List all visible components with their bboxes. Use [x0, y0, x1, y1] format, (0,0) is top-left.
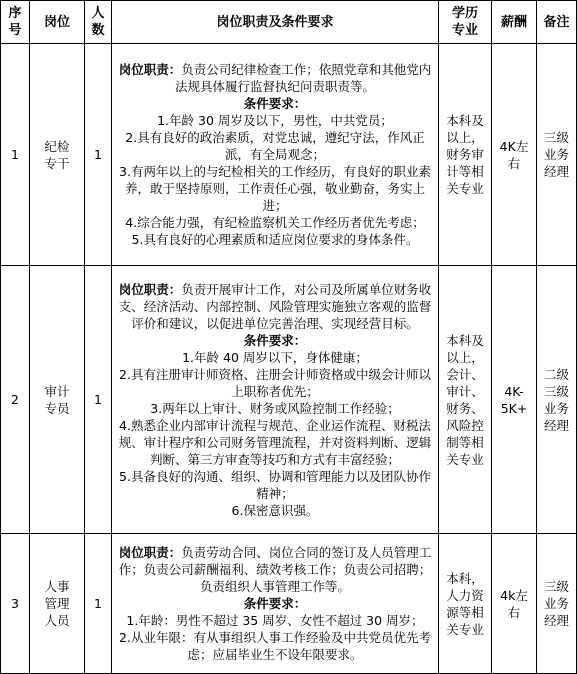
table-row — [1, 534, 577, 674]
requirement-item: 1.年龄 30 周岁及以下，男性，中共党员； — [157, 113, 393, 128]
requirement-item: 3.有两年以上的与纪检相关的工作经历，有良好的职业素养，敢于坚持原则，工作责任心强，敬业勤奋，务实上进； — [119, 164, 431, 213]
row-note: 三级业务经理 — [537, 534, 577, 674]
row-count: 1 — [85, 534, 112, 674]
requirement-item: 2.从业年限：有从事组织人事工作经验及中共党员优先考虑；应届毕业生不设年限要求。 — [119, 630, 431, 662]
row-count: 1 — [85, 44, 112, 266]
header-salary: 薪酬 — [492, 1, 537, 44]
duty-label: 岗位职责： — [118, 281, 182, 297]
requirement-item: 5.具备良好的沟通、组织、协调和管理能力以及团队协作精神； — [119, 468, 431, 501]
requirement-item: 4.综合能力强，有纪检监察机关工作经历者优先考虑； — [125, 215, 425, 230]
requirements-label: 条件要求： — [243, 596, 307, 611]
header-row — [1, 1, 577, 44]
requirements-label: 条件要求： — [243, 332, 307, 348]
header-position: 岗位 — [30, 1, 85, 44]
row-position: 人事管理人员 — [30, 534, 85, 674]
row-note: 二级三级业务经理 — [537, 266, 577, 534]
row-description — [112, 534, 439, 674]
requirement-item: 4.熟悉企业内部审计流程与规范、企业运作流程、财税法规、审计程序和公司财务管理流程，并对资料判断、逻辑判断、第三方审查等技巧和方式有丰富经验； — [118, 417, 432, 467]
header-count: 人数 — [85, 1, 112, 44]
table-row — [1, 266, 577, 534]
row-index: 2 — [1, 266, 30, 534]
header-duties: 岗位职责及条件要求 — [112, 1, 439, 44]
row-education: 本科，人力资源等相关专业 — [439, 534, 492, 674]
row-note: 三级业务经理 — [537, 44, 577, 266]
duty-paragraph — [114, 544, 436, 595]
duty-text: 负责开展审计工作，对公司及所属单位财务收支、经济活动、内部控制、风险管理实施独立客观的监督评价和建议，以促进单位完善治理、实现经营目标。 — [118, 281, 432, 331]
row-description — [112, 266, 439, 534]
duty-label: 岗位职责： — [118, 62, 182, 77]
row-salary: 4k左右 — [492, 534, 537, 674]
row-description — [112, 44, 439, 266]
requirement-item: 3.两年以上审计、财务或风险控制工作经验； — [150, 400, 400, 416]
table-row — [1, 44, 577, 266]
duty-text: 负责劳动合同、岗位合同的签订及人员管理工作；负责公司薪酬福利、绩效考核工作；负责公司招聘；负责组织人事管理工作等。 — [118, 545, 432, 594]
row-count: 1 — [85, 266, 112, 534]
duty-paragraph — [114, 61, 436, 95]
row-index: 3 — [1, 534, 30, 674]
header-note: 备注 — [537, 1, 577, 44]
duty-label: 岗位职责： — [118, 545, 182, 560]
row-position: 审计专员 — [30, 266, 85, 534]
row-index: 1 — [1, 44, 30, 266]
requirement-item: 2.具有良好的政治素质，对党忠诚，遵纪守法，作风正派，有全局观念； — [125, 130, 425, 162]
requirement-item: 5.具有良好的心理素质和适应岗位要求的身体条件。 — [131, 232, 419, 247]
requirement-item: 1.年龄 40 周岁以下，身体健康； — [182, 349, 368, 365]
duty-text: 负责公司纪律检查工作；依照党章和其他党内法规具体履行监督执纪问责职责等。 — [174, 62, 432, 94]
header-education: 学历专业 — [439, 1, 492, 44]
requirement-item: 2.具有注册审计师资格、注册会计师资格或中级会计师以上职称者优先； — [119, 366, 431, 399]
row-salary: 4K左右 — [492, 44, 537, 266]
requirements-label: 条件要求： — [243, 96, 307, 111]
duty-paragraph — [114, 281, 436, 332]
row-education: 本科及以上，会计、审计、财务、风险控制等相关专业 — [439, 266, 492, 534]
requirement-item: 1.年龄：男性不超过 35 周岁、女性不超过 30 周岁； — [126, 613, 424, 628]
row-salary: 4K-5K+ — [492, 266, 537, 534]
row-position: 纪检专干 — [30, 44, 85, 266]
requirement-item: 6.保密意识强。 — [231, 502, 319, 518]
row-education: 本科及以上，财务审计等相关专业 — [439, 44, 492, 266]
header-index: 序号 — [1, 1, 30, 44]
